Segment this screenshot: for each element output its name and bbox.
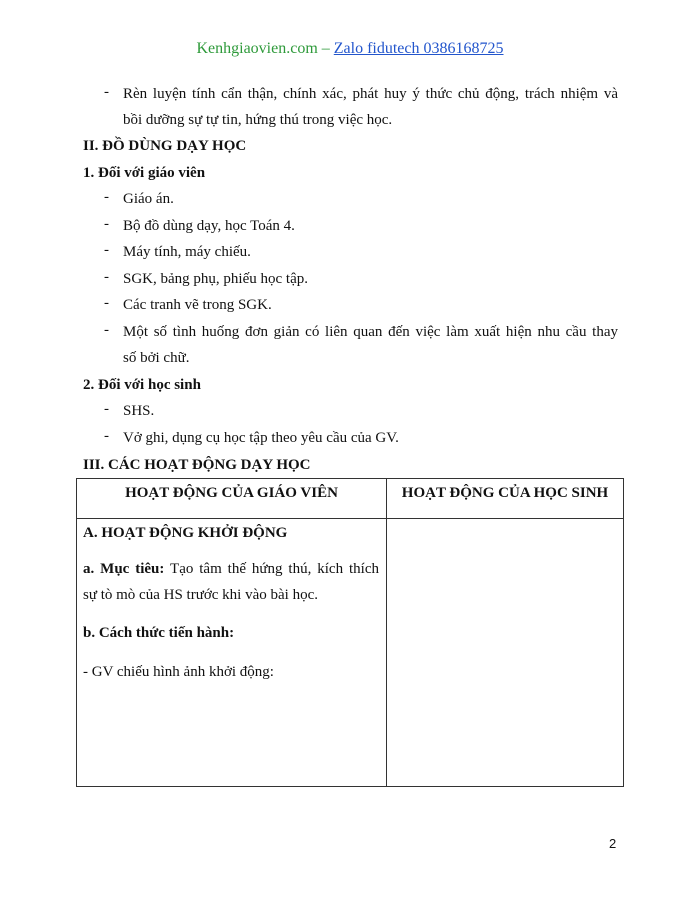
teacher-item-last-line2: số bởi chữ. [123,350,190,366]
header-separator: – [317,40,334,57]
activity-table [76,478,624,787]
bullet-dash: - [104,295,109,311]
header-contact-link[interactable]: Zalo fidutech 0386168725 [333,40,504,57]
method-step: - GV chiếu hình ảnh khởi động: [83,664,274,680]
teacher-item: SGK, bảng phụ, phiếu học tập. [123,271,308,287]
intro-bullet-line2: bồi dưỡng sự tự tin, hứng thú trong việc học. [123,112,393,128]
bullet-dash: - [104,84,109,100]
intro-bullet-line1: Rèn luyện tính cẩn thận, chính xác, phát huy ý thức chủ động, trách nhiệm và [123,86,618,102]
bullet-dash: - [104,428,109,444]
bullet-dash: - [104,322,109,338]
bullet-dash: - [104,216,109,232]
teacher-item: Giáo án. [123,191,174,207]
student-item: Vở ghi, dụng cụ học tập theo yêu cầu của GV. [123,430,399,446]
teacher-item-last-line1: Một số tình huống đơn giản có liên quan đến việc làm xuất hiện nhu cầu thay [123,324,618,340]
student-item: SHS. [123,403,155,419]
teacher-item: Bộ đồ dùng dạy, học Toán 4. [123,218,295,234]
bullet-dash: - [104,242,109,258]
teacher-item: Các tranh vẽ trong SGK. [123,297,272,313]
goal-line2: sự tò mò của HS trước khi vào bài học. [83,587,318,603]
goal-text: Tạo tâm thế hứng thú, kích thích [164,561,379,577]
teacher-heading: 1. Đối với giáo viên [83,165,206,181]
section3-title: III. CÁC HOẠT ĐỘNG DẠY HỌC [83,457,311,473]
method-label: b. Cách thức tiến hành: [83,625,235,641]
goal-label: a. Mục tiêu: [83,561,165,577]
goal-line1 [83,557,379,581]
header-site[interactable]: Kenhgiaovien.com [196,40,318,57]
teacher-activity-cell [77,519,387,787]
student-heading: 2. Đối với học sinh [83,377,201,393]
activity-title: A. HOẠT ĐỘNG KHỞI ĐỘNG [83,525,288,541]
bullet-dash: - [104,401,109,417]
page-number: 2 [609,836,617,851]
page-header [0,40,700,58]
section2-title: II. ĐỒ DÙNG DẠY HỌC [83,138,247,154]
teacher-column-header: HOẠT ĐỘNG CỦA GIÁO VIÊN [77,479,387,519]
student-activity-cell [387,519,624,787]
student-column-header: HOẠT ĐỘNG CỦA HỌC SINH [387,479,624,519]
bullet-dash: - [104,189,109,205]
teacher-item: Máy tính, máy chiếu. [123,244,251,260]
bullet-dash: - [104,269,109,285]
